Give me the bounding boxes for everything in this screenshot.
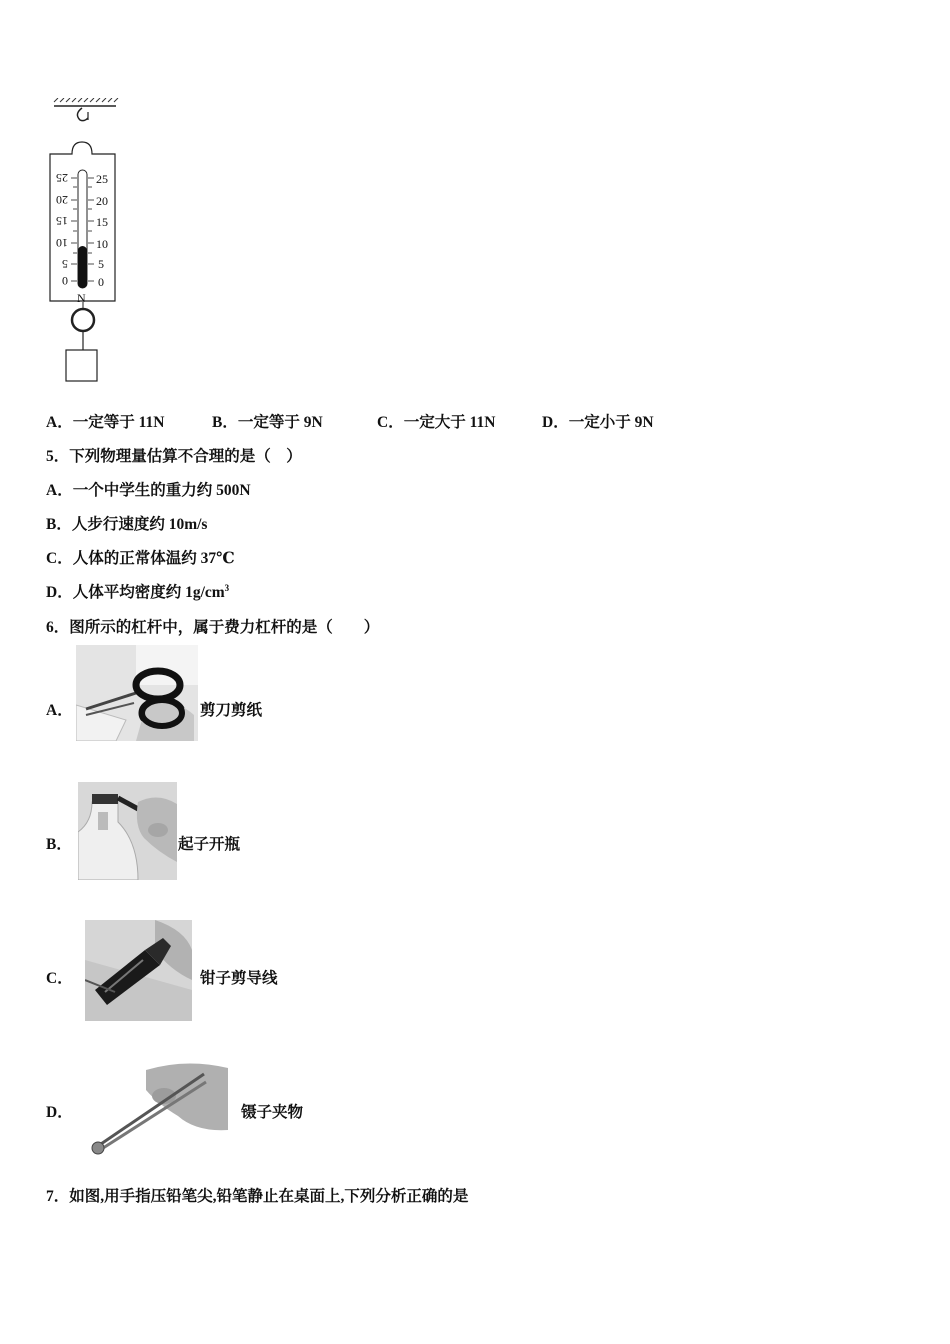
q6-option-c-caption: 钳子剪导线 <box>200 970 278 987</box>
q7-stem: 7．如图,用手指压铅笔尖,铅笔静止在桌面上,下列分析正确的是 <box>46 1188 469 1205</box>
scissors-photo <box>76 645 198 741</box>
bottle-opener-photo <box>78 782 177 880</box>
right-tick-25: 25 <box>96 172 108 186</box>
left-tick-20: 20 <box>56 193 68 207</box>
q6-option-a-letter: A． <box>46 702 73 719</box>
left-tick-5: 5 <box>62 257 68 271</box>
left-tick-10: 10 <box>56 236 68 250</box>
right-tick-10: 10 <box>96 237 108 251</box>
q6-option-d-letter: D． <box>46 1104 73 1121</box>
left-tick-15: 15 <box>56 214 68 228</box>
right-tick-15: 15 <box>96 215 108 229</box>
right-tick-0: 0 <box>98 275 104 289</box>
q4-option-c: C．一定大于 11N <box>377 414 496 431</box>
q5-option-d-superscript: 3 <box>224 582 230 593</box>
q6-option-c-letter: C． <box>46 970 73 987</box>
spring-scale-figure <box>40 98 135 388</box>
q4-option-a: A．一定等于 11N <box>46 414 165 431</box>
q4-option-b: B．一定等于 9N <box>212 414 323 431</box>
q5-option-a: A．一个中学生的重力约 500N <box>46 482 251 499</box>
q6-stem: 6．图所示的杠杆中，属于费力杠杆的是（ ） <box>46 619 380 636</box>
q6-option-a-caption: 剪刀剪纸 <box>200 702 263 719</box>
q4-option-d: D．一定小于 9N <box>542 414 654 431</box>
q5-option-b: B．人步行速度约 10m/s <box>46 516 208 533</box>
right-tick-20: 20 <box>96 194 108 208</box>
tweezers-photo <box>86 1060 232 1158</box>
q6-option-b-letter: B． <box>46 836 72 853</box>
pliers-photo <box>85 920 192 1021</box>
q5-option-d-text: D．人体平均密度约 1g/cm <box>46 584 225 601</box>
q5-option-c: C．人体的正常体温约 37℃ <box>46 550 235 567</box>
unit-mark: N <box>77 291 86 305</box>
q5-stem: 5．下列物理量估算不合理的是（ ） <box>46 448 302 465</box>
q6-option-b-caption: 起子开瓶 <box>178 836 241 853</box>
left-tick-25: 25 <box>56 171 68 185</box>
left-tick-0: 0 <box>62 274 68 288</box>
right-tick-5: 5 <box>98 257 104 271</box>
q6-option-d-caption: 镊子夹物 <box>241 1104 304 1121</box>
q5-option-d <box>46 580 229 602</box>
